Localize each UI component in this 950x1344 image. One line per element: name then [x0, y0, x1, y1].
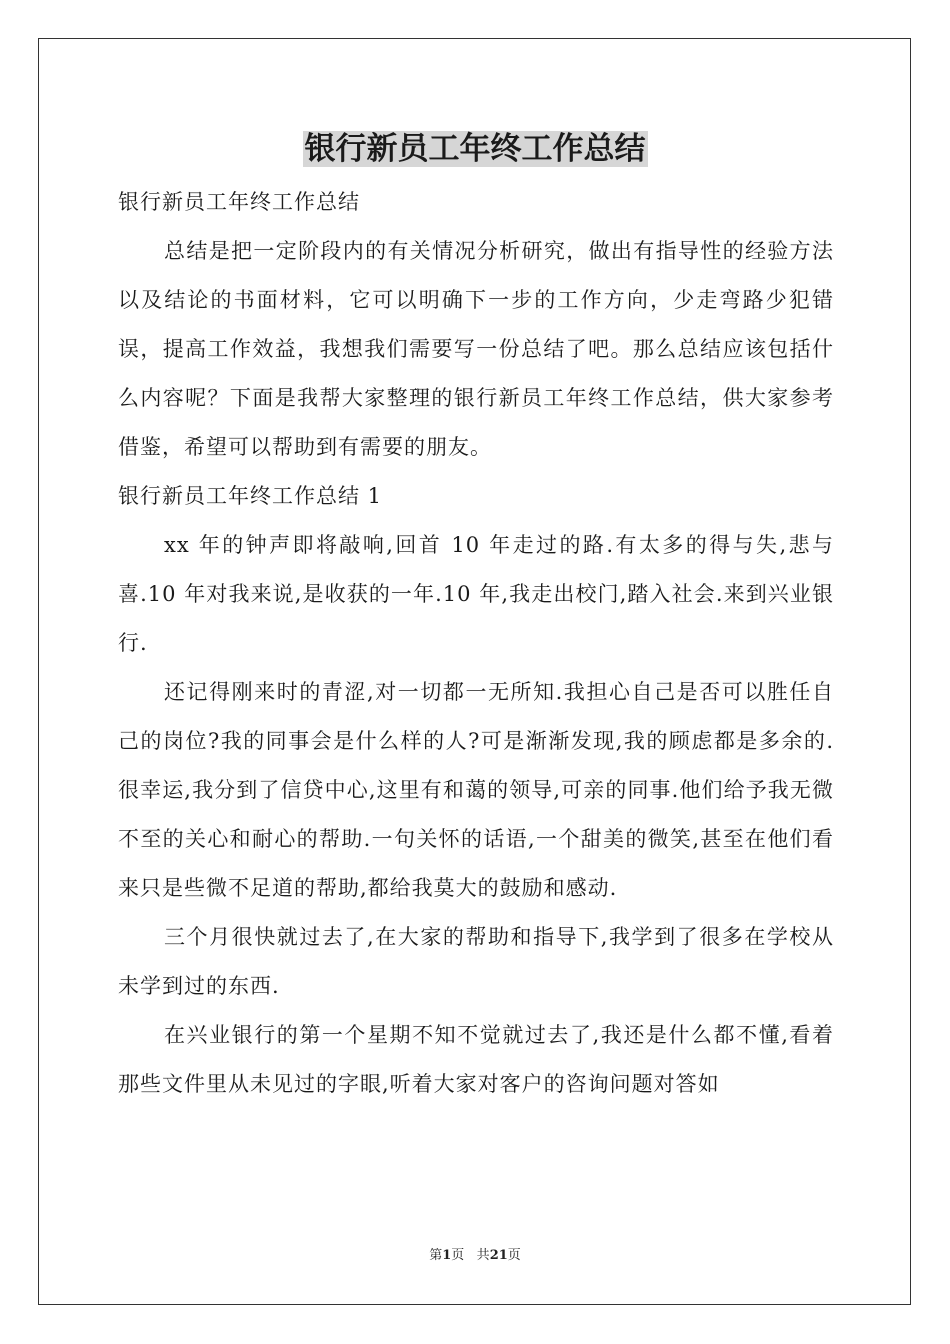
document-body: [118, 178, 834, 1109]
total-prefix: 共: [476, 1248, 490, 1263]
section-heading: 银行新员工年终工作总结 1: [118, 484, 383, 508]
total-pages: 21: [489, 1248, 508, 1263]
document-title: [0, 126, 950, 172]
paragraph: xx 年的钟声即将敲响,回首 10 年走过的路.有太多的得与失,悲与喜.10 年对我来说,是收获的一年.10 年,我走出校门,踏入社会.来到兴业银行.: [118, 533, 834, 655]
paragraph: 三个月很快就过去了,在大家的帮助和指导下,我学到了很多在学校从未学到过的东西.: [118, 925, 834, 998]
document-title-text: 银行新员工年终工作总结: [304, 131, 646, 167]
page-suffix: 页: [451, 1248, 465, 1263]
total-suffix: 页: [507, 1248, 521, 1263]
paragraph: 还记得刚来时的青涩,对一切都一无所知.我担心自己是否可以胜任自己的岗位?我的同事会是什么样的人?可是渐渐发现,我的顾虑都是多余的.很幸运,我分到了信贷中心,这里有和蔼的领导,可亲的同事.他们给予我无微不至的关心和耐心的帮助.一句关怀的话语,一个甜美的微笑,甚至在他们看来只是些微不足道的帮助,都给我莫大的鼓励和感动.: [118, 680, 834, 900]
page-footer: [0, 1247, 950, 1265]
page-prefix: 第: [429, 1248, 443, 1263]
paragraph: 在兴业银行的第一个星期不知不觉就过去了,我还是什么都不懂,看着那些文件里从未见过的字眼,听着大家对客户的咨询问题对答如: [118, 1023, 834, 1096]
paragraph: 总结是把一定阶段内的有关情况分析研究，做出有指导性的经验方法以及结论的书面材料，它可以明确下一步的工作方向，少走弯路少犯错误，提高工作效益，我想我们需要写一份总结了吧。那么总结应该包括什么内容呢？下面是我帮大家整理的银行新员工年终工作总结，供大家参考借鉴，希望可以帮助到有需要的朋友。: [118, 239, 834, 459]
paragraph: 银行新员工年终工作总结: [118, 190, 360, 214]
page-number: 1: [442, 1248, 452, 1263]
